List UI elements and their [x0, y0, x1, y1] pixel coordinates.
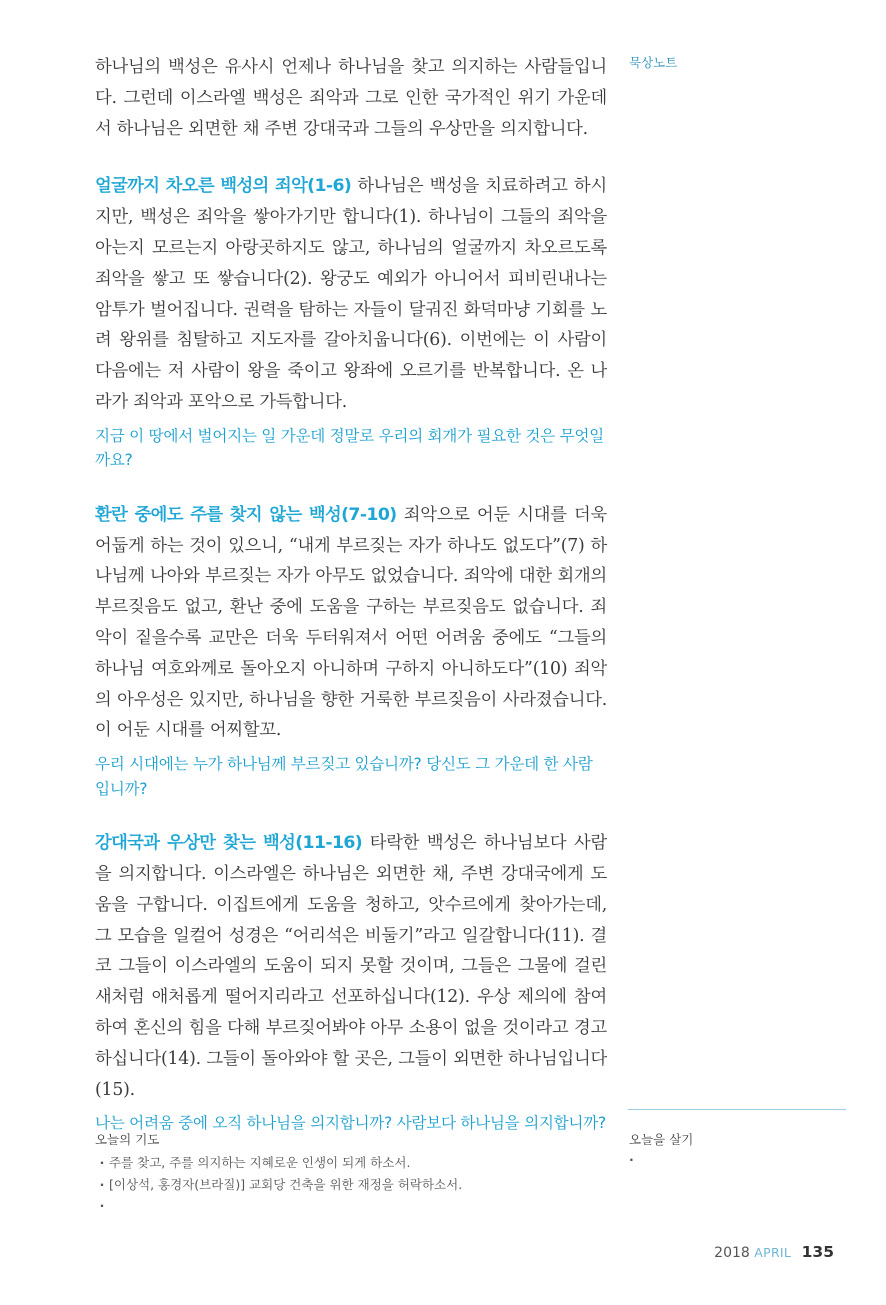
footer-month: APRIL	[754, 1245, 792, 1260]
section-1-paragraph	[95, 171, 607, 417]
prayer-list	[95, 1152, 462, 1217]
section-1-body: 하나님은 백성을 치료하려고 하시지만, 백성은 죄악을 쌓아가기만 합니다(1). 하나님이 그들의 죄악을 아는지 모르는지 아랑곳하지도 않고, 하나님의 얼굴까지 차오르도록 죄악을 쌓고 또 쌓습니다(2). 왕궁도 예외가 아니어서 피비린내나는 암투가 벌어집니다. 권력을 탐하는 자들이 달궈진 화덕마냥 기회를 노려 왕위를 침탈하고 지도자를 갈아치웁니다(6). 이번에는 이 사람이 다음에는 저 사람이 왕을 죽이고 왕좌에 오르기를 반복합니다. 온 나라가 죄악과 포악으로 가득합니다.	[95, 176, 607, 412]
live-today-title: 오늘을 살기	[629, 1132, 694, 1147]
prayer-item: · 주를 찾고, 주를 의지하는 지혜로운 인생이 되게 하소서.	[95, 1152, 462, 1174]
live-today-bullet: ·	[629, 1152, 634, 1167]
prayer-item: · [이상석, 홍경자(브라질)] 교회당 건축을 위한 재정을 허락하소서.	[95, 1174, 462, 1196]
intro-paragraph: 하나님의 백성은 유사시 언제나 하나님을 찾고 의지하는 사람들입니다. 그런데 이스라엘 백성은 죄악과 그로 인한 국가적인 위기 가운데서 하나님은 외면한 채 주변 강대국과 그들의 우상만을 의지합니다.	[95, 57, 607, 139]
section-3-question: 나는 어려움 중에 오직 하나님을 의지합니까? 사람보다 하나님을 의지합니까?	[95, 1114, 606, 1133]
section-3-body: 타락한 백성은 하나님보다 사람을 의지합니다. 이스라엘은 하나님은 외면한 채, 주변 강대국에게 도움을 구합니다. 이집트에게 도움을 청하고, 앗수르에게 찾아가는데, 그 모습을 일컬어 성경은 “어리석은 비둘기”라고 일갈합니다(11). 결코 그들이 이스라엘의 도움이 되지 못할 것이며, 그들은 그물에 걸린 새처럼 애처롭게 떨어지리라고 선포하십니다(12). 우상 제의에 참여하여 혼신의 힘을 다해 부르짖어봐야 아무 소용이 없을 것이라고 경고하십니다(14). 그들이 돌아와야 할 곳은, 그들이 외면한 하나님입니다(15).	[95, 833, 608, 1100]
prayer-title: 오늘의 기도	[95, 1132, 160, 1147]
section-2-paragraph	[95, 500, 607, 746]
section-2-body: 죄악으로 어둔 시대를 더욱 어둡게 하는 것이 있으니, “내게 부르짖는 자가 하나도 없도다”(7) 하나님께 나아와 부르짖는 자가 아무도 없었습니다. 죄악에 대한 회개의 부르짖음도 없고, 환난 중에 도움을 구하는 부르짖음도 없습니다. 죄악이 짙을수록 교만은 더욱 두터워져서 어떤 어려움 중에도 “그들의 하나님 여호와께로 돌아오지 아니하며 구하지 아니하도다”(10) 죄악의 아우성은 있지만, 하나님을 향한 거룩한 부르짖음이 사라졌습니다. 이 어둔 시대를 어찌할꼬.	[95, 504, 607, 741]
meditation-note-label: 묵상노트	[629, 55, 678, 70]
section-1-heading: 얼굴까지 차오른 백성의 죄악(1-6)	[95, 176, 352, 197]
section-2-heading: 환란 중에도 주를 찾지 않는 백성(7-10)	[95, 504, 397, 525]
main-column	[95, 52, 607, 1136]
page-number: 135	[801, 1243, 834, 1261]
prayer-item	[95, 1195, 462, 1217]
section-1-question: 지금 이 땅에서 벌어지는 일 가운데 정말로 우리의 회개가 필요한 것은 무엇일까요?	[95, 426, 604, 470]
footer-year: 2018	[714, 1245, 750, 1261]
section-3-paragraph	[95, 828, 607, 1105]
divider-line	[628, 1109, 846, 1110]
page-footer	[714, 1243, 834, 1261]
section-2-question: 우리 시대에는 누가 하나님께 부르짖고 있습니까? 당신도 그 가운데 한 사람입니까?	[95, 755, 593, 798]
section-3-heading: 강대국과 우상만 찾는 백성(11-16)	[95, 833, 363, 854]
